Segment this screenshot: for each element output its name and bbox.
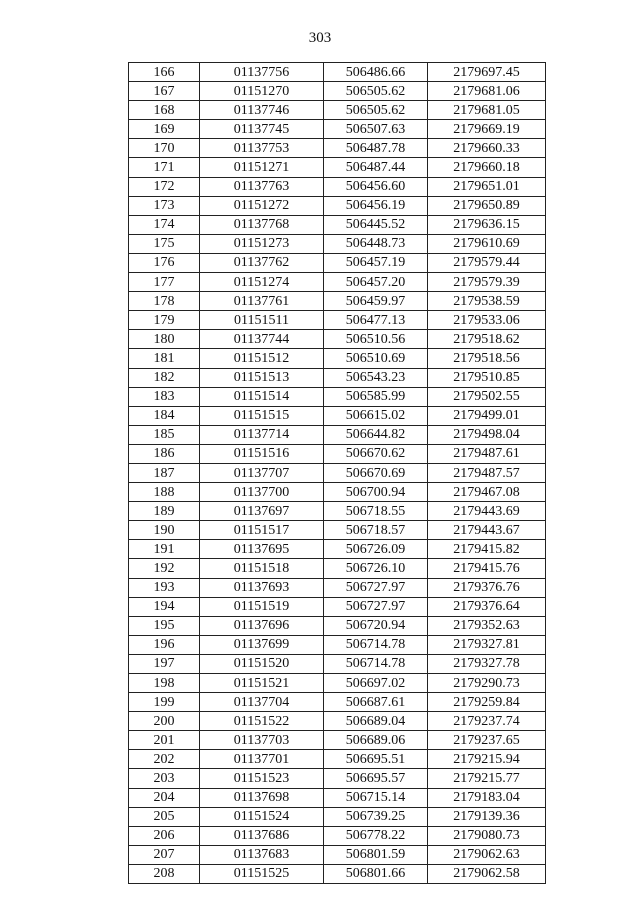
point-code-cell: 01137768 bbox=[200, 215, 324, 234]
point-code-cell: 01151524 bbox=[200, 807, 324, 826]
point-number-cell: 176 bbox=[129, 253, 200, 272]
x-coordinate-cell: 506726.09 bbox=[324, 540, 428, 559]
point-code-cell: 01137695 bbox=[200, 540, 324, 559]
x-coordinate-cell: 506448.73 bbox=[324, 234, 428, 253]
point-number-cell: 172 bbox=[129, 177, 200, 196]
table-row bbox=[129, 139, 546, 158]
x-coordinate-cell: 506445.52 bbox=[324, 215, 428, 234]
x-coordinate-cell: 506801.66 bbox=[324, 864, 428, 883]
x-coordinate-cell: 506585.99 bbox=[324, 387, 428, 406]
table-row bbox=[129, 616, 546, 635]
coordinates-table-body bbox=[129, 63, 546, 884]
table-row bbox=[129, 788, 546, 807]
point-number-cell: 173 bbox=[129, 196, 200, 215]
y-coordinate-cell: 2179443.67 bbox=[428, 521, 546, 540]
y-coordinate-cell: 2179080.73 bbox=[428, 826, 546, 845]
y-coordinate-cell: 2179062.58 bbox=[428, 864, 546, 883]
point-number-cell: 178 bbox=[129, 292, 200, 311]
x-coordinate-cell: 506714.78 bbox=[324, 635, 428, 654]
point-code-cell: 01137744 bbox=[200, 330, 324, 349]
point-number-cell: 166 bbox=[129, 63, 200, 82]
point-number-cell: 188 bbox=[129, 483, 200, 502]
point-number-cell: 182 bbox=[129, 368, 200, 387]
table-row bbox=[129, 349, 546, 368]
table-row bbox=[129, 845, 546, 864]
point-code-cell: 01137761 bbox=[200, 292, 324, 311]
y-coordinate-cell: 2179237.65 bbox=[428, 731, 546, 750]
point-number-cell: 187 bbox=[129, 463, 200, 482]
table-row bbox=[129, 253, 546, 272]
table-row bbox=[129, 234, 546, 253]
point-code-cell: 01137697 bbox=[200, 502, 324, 521]
point-code-cell: 01151270 bbox=[200, 82, 324, 101]
x-coordinate-cell: 506486.66 bbox=[324, 63, 428, 82]
x-coordinate-cell: 506715.14 bbox=[324, 788, 428, 807]
table-row bbox=[129, 425, 546, 444]
table-row bbox=[129, 712, 546, 731]
table-row bbox=[129, 731, 546, 750]
table-row bbox=[129, 311, 546, 330]
point-number-cell: 167 bbox=[129, 82, 200, 101]
point-code-cell: 01137746 bbox=[200, 101, 324, 120]
y-coordinate-cell: 2179215.77 bbox=[428, 769, 546, 788]
point-number-cell: 195 bbox=[129, 616, 200, 635]
table-row bbox=[129, 215, 546, 234]
page-number: 303 bbox=[308, 30, 332, 46]
point-number-cell: 207 bbox=[129, 845, 200, 864]
y-coordinate-cell: 2179502.55 bbox=[428, 387, 546, 406]
x-coordinate-cell: 506700.94 bbox=[324, 483, 428, 502]
point-code-cell: 01137693 bbox=[200, 578, 324, 597]
point-number-cell: 183 bbox=[129, 387, 200, 406]
y-coordinate-cell: 2179062.63 bbox=[428, 845, 546, 864]
table-row bbox=[129, 368, 546, 387]
table-row bbox=[129, 330, 546, 349]
x-coordinate-cell: 506727.97 bbox=[324, 597, 428, 616]
y-coordinate-cell: 2179518.56 bbox=[428, 349, 546, 368]
table-row bbox=[129, 693, 546, 712]
point-code-cell: 01137763 bbox=[200, 177, 324, 196]
y-coordinate-cell: 2179510.85 bbox=[428, 368, 546, 387]
table-row bbox=[129, 196, 546, 215]
point-number-cell: 194 bbox=[129, 597, 200, 616]
table-row bbox=[129, 273, 546, 292]
point-code-cell: 01151523 bbox=[200, 769, 324, 788]
x-coordinate-cell: 506689.04 bbox=[324, 712, 428, 731]
point-number-cell: 186 bbox=[129, 444, 200, 463]
point-number-cell: 205 bbox=[129, 807, 200, 826]
point-code-cell: 01151521 bbox=[200, 674, 324, 693]
table-row bbox=[129, 406, 546, 425]
x-coordinate-cell: 506689.06 bbox=[324, 731, 428, 750]
coordinates-table bbox=[128, 62, 546, 884]
table-row bbox=[129, 483, 546, 502]
point-number-cell: 200 bbox=[129, 712, 200, 731]
x-coordinate-cell: 506697.02 bbox=[324, 674, 428, 693]
x-coordinate-cell: 506695.51 bbox=[324, 750, 428, 769]
point-number-cell: 202 bbox=[129, 750, 200, 769]
x-coordinate-cell: 506615.02 bbox=[324, 406, 428, 425]
table-row bbox=[129, 674, 546, 693]
y-coordinate-cell: 2179467.08 bbox=[428, 483, 546, 502]
y-coordinate-cell: 2179579.39 bbox=[428, 273, 546, 292]
y-coordinate-cell: 2179327.78 bbox=[428, 654, 546, 673]
table-row bbox=[129, 559, 546, 578]
point-number-cell: 180 bbox=[129, 330, 200, 349]
y-coordinate-cell: 2179660.18 bbox=[428, 158, 546, 177]
table-row bbox=[129, 578, 546, 597]
point-number-cell: 206 bbox=[129, 826, 200, 845]
point-code-cell: 01137762 bbox=[200, 253, 324, 272]
y-coordinate-cell: 2179650.89 bbox=[428, 196, 546, 215]
table-row bbox=[129, 521, 546, 540]
y-coordinate-cell: 2179697.45 bbox=[428, 63, 546, 82]
point-code-cell: 01151272 bbox=[200, 196, 324, 215]
y-coordinate-cell: 2179660.33 bbox=[428, 139, 546, 158]
x-coordinate-cell: 506510.56 bbox=[324, 330, 428, 349]
point-code-cell: 01137707 bbox=[200, 463, 324, 482]
y-coordinate-cell: 2179487.57 bbox=[428, 463, 546, 482]
point-code-cell: 01151513 bbox=[200, 368, 324, 387]
point-number-cell: 208 bbox=[129, 864, 200, 883]
point-number-cell: 192 bbox=[129, 559, 200, 578]
y-coordinate-cell: 2179237.74 bbox=[428, 712, 546, 731]
y-coordinate-cell: 2179579.44 bbox=[428, 253, 546, 272]
table-row bbox=[129, 597, 546, 616]
x-coordinate-cell: 506739.25 bbox=[324, 807, 428, 826]
table-row bbox=[129, 750, 546, 769]
point-code-cell: 01151520 bbox=[200, 654, 324, 673]
point-code-cell: 01137756 bbox=[200, 63, 324, 82]
x-coordinate-cell: 506695.57 bbox=[324, 769, 428, 788]
table-row bbox=[129, 502, 546, 521]
x-coordinate-cell: 506727.97 bbox=[324, 578, 428, 597]
y-coordinate-cell: 2179290.73 bbox=[428, 674, 546, 693]
y-coordinate-cell: 2179415.76 bbox=[428, 559, 546, 578]
point-code-cell: 01151514 bbox=[200, 387, 324, 406]
y-coordinate-cell: 2179183.04 bbox=[428, 788, 546, 807]
table-row bbox=[129, 292, 546, 311]
table-row bbox=[129, 158, 546, 177]
point-code-cell: 01151517 bbox=[200, 521, 324, 540]
point-code-cell: 01137714 bbox=[200, 425, 324, 444]
y-coordinate-cell: 2179352.63 bbox=[428, 616, 546, 635]
table-row bbox=[129, 387, 546, 406]
table-row bbox=[129, 826, 546, 845]
point-number-cell: 199 bbox=[129, 693, 200, 712]
table-row bbox=[129, 463, 546, 482]
point-code-cell: 01151522 bbox=[200, 712, 324, 731]
point-number-cell: 204 bbox=[129, 788, 200, 807]
x-coordinate-cell: 506644.82 bbox=[324, 425, 428, 444]
table-row bbox=[129, 82, 546, 101]
x-coordinate-cell: 506505.62 bbox=[324, 101, 428, 120]
x-coordinate-cell: 506801.59 bbox=[324, 845, 428, 864]
x-coordinate-cell: 506507.63 bbox=[324, 120, 428, 139]
point-code-cell: 01151516 bbox=[200, 444, 324, 463]
point-number-cell: 184 bbox=[129, 406, 200, 425]
point-number-cell: 185 bbox=[129, 425, 200, 444]
x-coordinate-cell: 506456.19 bbox=[324, 196, 428, 215]
point-code-cell: 01151271 bbox=[200, 158, 324, 177]
point-number-cell: 179 bbox=[129, 311, 200, 330]
x-coordinate-cell: 506456.60 bbox=[324, 177, 428, 196]
point-code-cell: 01137704 bbox=[200, 693, 324, 712]
point-number-cell: 203 bbox=[129, 769, 200, 788]
point-code-cell: 01137686 bbox=[200, 826, 324, 845]
x-coordinate-cell: 506670.69 bbox=[324, 463, 428, 482]
point-number-cell: 190 bbox=[129, 521, 200, 540]
x-coordinate-cell: 506714.78 bbox=[324, 654, 428, 673]
point-number-cell: 168 bbox=[129, 101, 200, 120]
point-code-cell: 01137698 bbox=[200, 788, 324, 807]
y-coordinate-cell: 2179415.82 bbox=[428, 540, 546, 559]
table-row bbox=[129, 635, 546, 654]
point-code-cell: 01137703 bbox=[200, 731, 324, 750]
x-coordinate-cell: 506487.44 bbox=[324, 158, 428, 177]
y-coordinate-cell: 2179538.59 bbox=[428, 292, 546, 311]
table-row bbox=[129, 864, 546, 883]
point-number-cell: 197 bbox=[129, 654, 200, 673]
point-code-cell: 01151519 bbox=[200, 597, 324, 616]
y-coordinate-cell: 2179376.64 bbox=[428, 597, 546, 616]
point-number-cell: 177 bbox=[129, 273, 200, 292]
y-coordinate-cell: 2179651.01 bbox=[428, 177, 546, 196]
y-coordinate-cell: 2179681.05 bbox=[428, 101, 546, 120]
x-coordinate-cell: 506457.20 bbox=[324, 273, 428, 292]
point-number-cell: 170 bbox=[129, 139, 200, 158]
x-coordinate-cell: 506718.55 bbox=[324, 502, 428, 521]
table-row bbox=[129, 444, 546, 463]
x-coordinate-cell: 506459.97 bbox=[324, 292, 428, 311]
point-number-cell: 193 bbox=[129, 578, 200, 597]
y-coordinate-cell: 2179487.61 bbox=[428, 444, 546, 463]
point-code-cell: 01151525 bbox=[200, 864, 324, 883]
x-coordinate-cell: 506510.69 bbox=[324, 349, 428, 368]
table-row bbox=[129, 769, 546, 788]
point-code-cell: 01137699 bbox=[200, 635, 324, 654]
point-code-cell: 01151518 bbox=[200, 559, 324, 578]
point-code-cell: 01151512 bbox=[200, 349, 324, 368]
y-coordinate-cell: 2179533.06 bbox=[428, 311, 546, 330]
y-coordinate-cell: 2179139.36 bbox=[428, 807, 546, 826]
point-code-cell: 01151515 bbox=[200, 406, 324, 425]
point-number-cell: 196 bbox=[129, 635, 200, 654]
point-number-cell: 181 bbox=[129, 349, 200, 368]
point-code-cell: 01137696 bbox=[200, 616, 324, 635]
point-number-cell: 175 bbox=[129, 234, 200, 253]
y-coordinate-cell: 2179610.69 bbox=[428, 234, 546, 253]
point-code-cell: 01151274 bbox=[200, 273, 324, 292]
point-code-cell: 01137745 bbox=[200, 120, 324, 139]
x-coordinate-cell: 506778.22 bbox=[324, 826, 428, 845]
point-code-cell: 01137701 bbox=[200, 750, 324, 769]
point-code-cell: 01151273 bbox=[200, 234, 324, 253]
table-row bbox=[129, 807, 546, 826]
y-coordinate-cell: 2179518.62 bbox=[428, 330, 546, 349]
point-number-cell: 198 bbox=[129, 674, 200, 693]
point-number-cell: 201 bbox=[129, 731, 200, 750]
x-coordinate-cell: 506477.13 bbox=[324, 311, 428, 330]
x-coordinate-cell: 506487.78 bbox=[324, 139, 428, 158]
point-number-cell: 189 bbox=[129, 502, 200, 521]
y-coordinate-cell: 2179443.69 bbox=[428, 502, 546, 521]
table-row bbox=[129, 654, 546, 673]
y-coordinate-cell: 2179215.94 bbox=[428, 750, 546, 769]
point-code-cell: 01137753 bbox=[200, 139, 324, 158]
x-coordinate-cell: 506505.62 bbox=[324, 82, 428, 101]
x-coordinate-cell: 506687.61 bbox=[324, 693, 428, 712]
y-coordinate-cell: 2179636.15 bbox=[428, 215, 546, 234]
y-coordinate-cell: 2179669.19 bbox=[428, 120, 546, 139]
y-coordinate-cell: 2179499.01 bbox=[428, 406, 546, 425]
y-coordinate-cell: 2179259.84 bbox=[428, 693, 546, 712]
table-row bbox=[129, 177, 546, 196]
point-number-cell: 174 bbox=[129, 215, 200, 234]
x-coordinate-cell: 506457.19 bbox=[324, 253, 428, 272]
x-coordinate-cell: 506670.62 bbox=[324, 444, 428, 463]
table-row bbox=[129, 101, 546, 120]
x-coordinate-cell: 506726.10 bbox=[324, 559, 428, 578]
point-number-cell: 171 bbox=[129, 158, 200, 177]
table-row bbox=[129, 120, 546, 139]
x-coordinate-cell: 506718.57 bbox=[324, 521, 428, 540]
point-number-cell: 169 bbox=[129, 120, 200, 139]
point-code-cell: 01137700 bbox=[200, 483, 324, 502]
x-coordinate-cell: 506720.94 bbox=[324, 616, 428, 635]
table-row bbox=[129, 63, 546, 82]
x-coordinate-cell: 506543.23 bbox=[324, 368, 428, 387]
table-row bbox=[129, 540, 546, 559]
y-coordinate-cell: 2179498.04 bbox=[428, 425, 546, 444]
point-code-cell: 01137683 bbox=[200, 845, 324, 864]
y-coordinate-cell: 2179327.81 bbox=[428, 635, 546, 654]
point-number-cell: 191 bbox=[129, 540, 200, 559]
point-code-cell: 01151511 bbox=[200, 311, 324, 330]
y-coordinate-cell: 2179376.76 bbox=[428, 578, 546, 597]
y-coordinate-cell: 2179681.06 bbox=[428, 82, 546, 101]
